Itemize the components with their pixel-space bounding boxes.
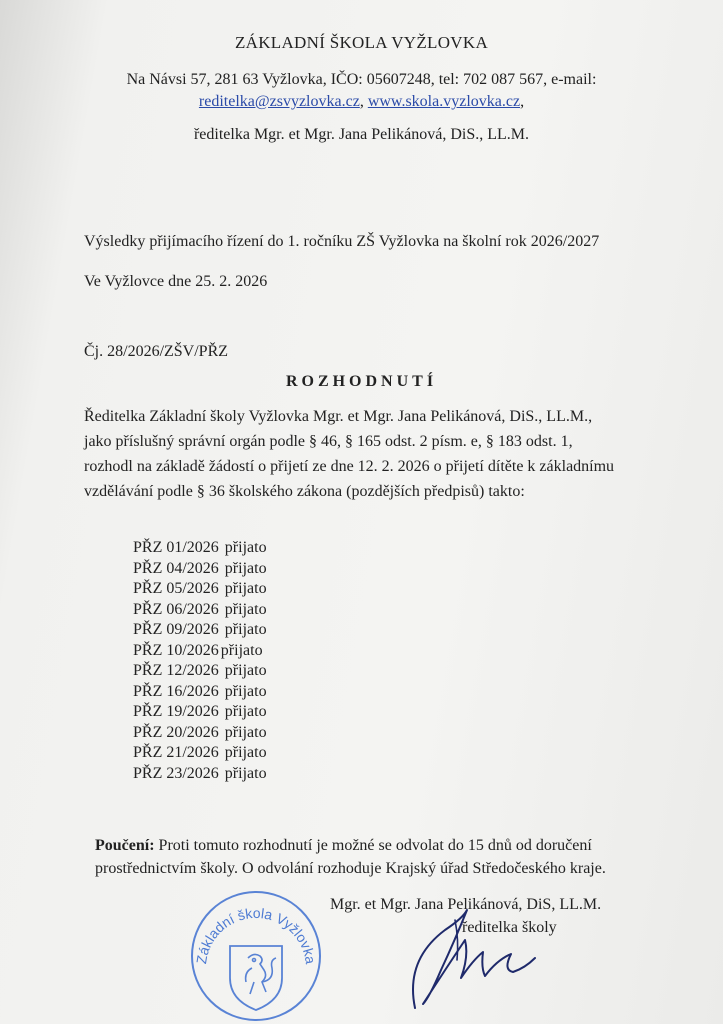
decision-heading: ROZHODNUTÍ (285, 373, 438, 390)
list-item: PŘZ 06/2026 přijato (133, 600, 267, 618)
list-item: PŘZ 04/2026 přijato (133, 559, 267, 577)
notice-label: Poučení: (95, 837, 155, 854)
notice-line-2: prostřednictvím školy. O odvolání rozhoduje Krajský úřad Středočeského kraje. (95, 860, 606, 877)
list-item: PŘZ 16/2026 přijato (133, 682, 267, 700)
school-name: ZÁKLADNÍ ŠKOLA VYŽLOVKA (234, 33, 489, 52)
lion-icon (246, 954, 276, 994)
list-item: PŘZ 12/2026 přijato (133, 662, 267, 679)
link-separator: , (359, 93, 364, 110)
list-item: PŘZ 05/2026 přijato (133, 580, 267, 597)
list-item: PŘZ 01/2026 přijato (133, 539, 267, 556)
date-line: Ve Vyžlovce dne 25. 2. 2026 (84, 273, 268, 290)
list-item: PŘZ 23/2026 přijato (133, 764, 267, 782)
email-link[interactable]: reditelka@zsvyzlovka.cz (198, 93, 360, 110)
list-item: PŘZ 19/2026 přijato (133, 703, 267, 720)
contact-links (0, 92, 723, 112)
website-link[interactable]: www.skola.vyzlovka.cz (367, 93, 521, 110)
list-item: PŘZ 20/2026 přijato (133, 723, 267, 741)
admissions-list (133, 538, 267, 784)
list-item: PŘZ 10/2026 přijato (133, 641, 263, 659)
decision-line-3: rozhodl na základě žádostí o přijetí ze dne 12. 2. 2026 o přijetí dítěte k základnímu (84, 458, 615, 475)
decision-line-2: jako příslušný správní orgán podle § 46, § 165 odst. 2 písm. e, § 183 odst. 1, (84, 433, 573, 450)
notice-text-1: Proti tomuto rozhodnutí je možné se odvolat do 15 dnů od doručení (154, 837, 592, 854)
shield-icon (230, 946, 282, 1010)
website-trailer: , (520, 93, 525, 110)
handwritten-signature (385, 900, 585, 1010)
reference-number: Čj. 28/2026/ZŠV/PŘZ (84, 343, 229, 360)
decision-line-4: vzdělávání podle § 36 školského zákona (pozdějších předpisů) takto: (84, 483, 525, 500)
stamp-text: Základní škola Vyžlovka (193, 904, 319, 965)
director-line: ředitelka Mgr. et Mgr. Jana Pelikánová, DiS., LL.M. (193, 126, 530, 143)
results-line: Výsledky přijímacího řízení do 1. ročníku ZŠ Vyžlovka na školní rok 2026/2027 (84, 233, 600, 250)
notice-line-1 (95, 836, 592, 856)
signatory-title: ředitelka školy (462, 919, 557, 936)
list-item: PŘZ 21/2026 přijato (133, 744, 267, 761)
school-stamp (188, 888, 324, 1024)
svg-text:Základní škola Vyžlovka (193, 905, 319, 965)
decision-line-1: Ředitelka Základní školy Vyžlovka Mgr. et Mgr. Jana Pelikánová, DiS., LL.M., (84, 408, 593, 425)
signatory-name: Mgr. et Mgr. Jana Pelikánová, DiS, LL.M. (330, 896, 602, 913)
address-line: Na Návsi 57, 281 63 Vyžlovka, IČO: 05607248, tel: 702 087 567, e-mail: (126, 71, 597, 88)
list-item: PŘZ 09/2026 přijato (133, 621, 267, 638)
